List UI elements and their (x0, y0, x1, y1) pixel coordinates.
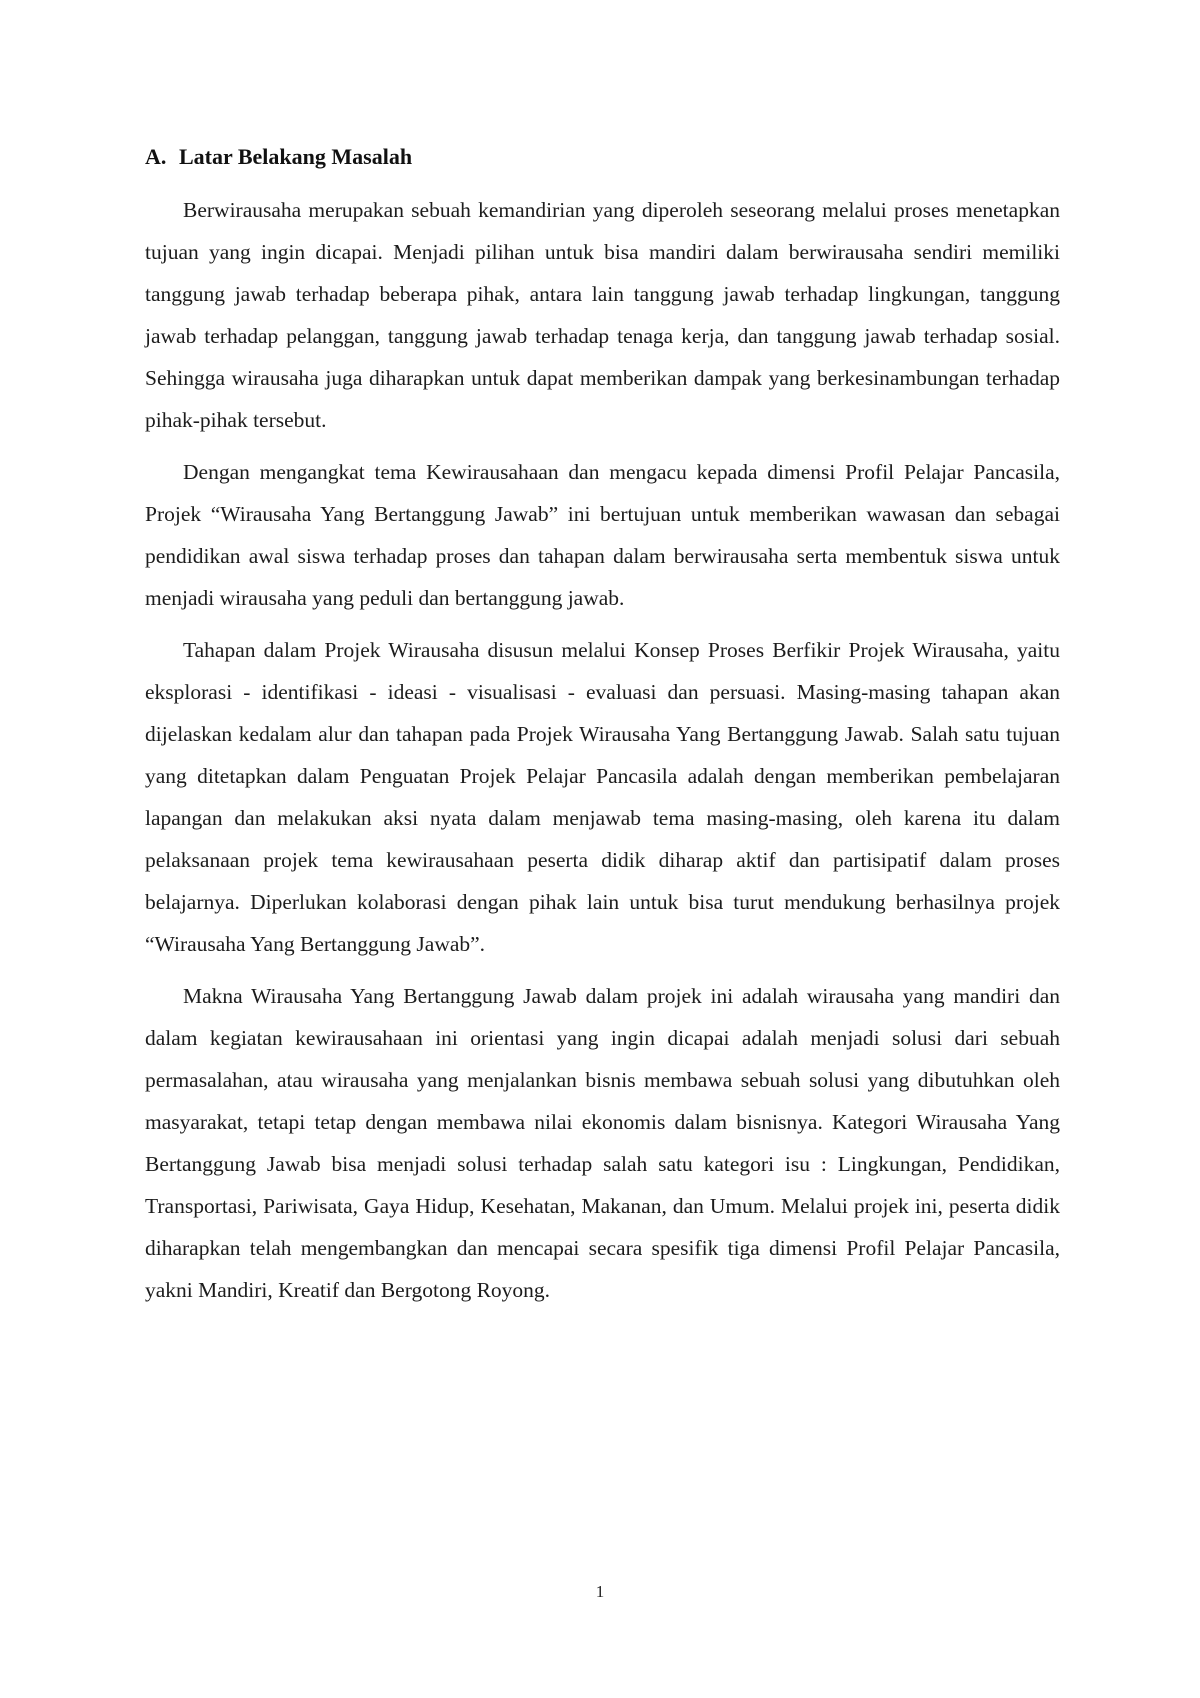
paragraph-3: Tahapan dalam Projek Wirausaha disusun melalui Konsep Proses Berfikir Projek Wirausaha, yaitu eksplorasi - identifikasi - ideasi - visualisasi - evaluasi dan persuasi. Masing-masing tahapan akan dijelaskan kedalam alur dan tahapan pada Projek Wirausaha Yang Bertanggung Jawab. Salah satu tujuan yang ditetapkan dalam Penguatan Projek Pelajar Pancasila adalah dengan memberikan pembelajaran lapangan dan melakukan aksi nyata dalam menjawab tema masing-masing, oleh karena itu dalam pelaksanaan projek tema kewirausahaan peserta didik diharap aktif dan partisipatif dalam proses belajarnya. Diperlukan kolaborasi dengan pihak lain untuk bisa turut mendukung berhasilnya projek “Wirausaha Yang Bertanggung Jawab”. (145, 638, 1060, 956)
paragraph-4: Makna Wirausaha Yang Bertanggung Jawab dalam projek ini adalah wirausaha yang mandiri dan dalam kegiatan kewirausahaan ini orientasi yang ingin dicapai adalah menjadi solusi dari sebuah permasalahan, atau wirausaha yang menjalankan bisnis membawa sebuah solusi yang dibutuhkan oleh masyarakat, tetapi tetap dengan membawa nilai ekonomis dalam bisnisnya. Kategori Wirausaha Yang Bertanggung Jawab bisa menjadi solusi terhadap salah satu kategori isu : Lingkungan, Pendidikan, Transportasi, Pariwisata, Gaya Hidup, Kesehatan, Makanan, dan Umum. Melalui projek ini, peserta didik diharapkan telah mengembangkan dan mencapai secara spesifik tiga dimensi Profil Pelajar Pancasila, yakni Mandiri, Kreatif dan Bergotong Royong. (145, 984, 1060, 1302)
section-title: Latar Belakang Masalah (179, 144, 413, 169)
paragraph-1: Berwirausaha merupakan sebuah kemandirian yang diperoleh seseorang melalui proses menetapkan tujuan yang ingin dicapai. Menjadi pilihan untuk bisa mandiri dalam berwirausaha sendiri memiliki tanggung jawab terhadap beberapa pihak, antara lain tanggung jawab terhadap lingkungan, tanggung jawab terhadap pelanggan, tanggung jawab terhadap tenaga kerja, dan tanggung jawab terhadap sosial. Sehingga wirausaha juga diharapkan untuk dapat memberikan dampak yang berkesinambungan terhadap pihak-pihak tersebut. (145, 198, 1060, 432)
page-number: 1 (595, 1582, 605, 1601)
page-content (145, 143, 1060, 1321)
section-number: A. (145, 144, 167, 169)
section-heading (145, 143, 1060, 171)
paragraph-2: Dengan mengangkat tema Kewirausahaan dan mengacu kepada dimensi Profil Pelajar Pancasila, Projek “Wirausaha Yang Bertanggung Jawab” ini bertujuan untuk memberikan wawasan dan sebagai pendidikan awal siswa terhadap proses dan tahapan dalam berwirausaha serta membentuk siswa untuk menjadi wirausaha yang peduli dan bertanggung jawab. (145, 460, 1060, 610)
